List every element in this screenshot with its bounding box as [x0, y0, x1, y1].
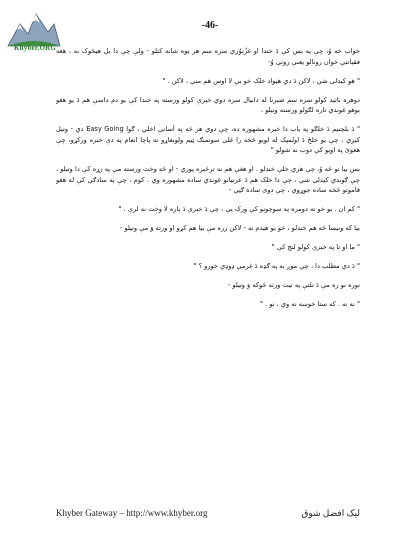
paragraph-1: خواب خه وُ، چې په بس کې دَ خندا او غزُبوُږي سره سم هر يوه شانه کتلو - ولې چې دا بل هيڅوک نه ، هغه فقياتتي خوان رونالو يعنې رونې وُ-: [56, 47, 360, 66]
footer-site-link[interactable]: Khyber Gateway – http://www.khyber.org: [56, 508, 208, 518]
paragraph-8: " ما او تا په خبرې کولو لنچ کې ": [271, 243, 360, 251]
paragraph-5: بس بيا نو څه وُ، چې هري خلې خندلو . او هغې هم نه ترڅيره پوري - او څه وخت ورسته مې په زړه کې دا وتيلو ، چې ګوندي کيدلی شي ، چې دا خلک هم دَ عربيانو غوندي ساده مشهوره وي . کوم ، چې په سادګي کې له هغو قاموتو څخه ساده جوړوي ، چې دوی ساده ګڼي -: [56, 165, 360, 194]
paragraph-7: بيا که ونيسا څه هم خندلو ، خو يو هيدم نه - لاکن زره مې بيا هم کړو او ورته وَ مې وتيلو -: [119, 224, 360, 232]
paragraph-10: نوره نو ره مې دَ تلتې په نيت ورته څوکه وَ وتيلو -: [227, 281, 360, 289]
paragraph-6: " کم ان . يو خو ته دومره په سوچونو کې ورک يې ، چې دَ خبرې دَ پاره لا وخت نه لرې . ": [118, 205, 360, 213]
paragraph-9: " دَ دي مطلب دا ، چې موږ به په ګډه دَ غرمې ډوډي خورو ؟ ": [193, 262, 360, 270]
page-number: -46-: [201, 20, 219, 31]
paragraph-2: " هو کيدلی شي ، لاکن دَ دي هيواد خلک خو بې لا اوس هم مني ، لاکن . ": [162, 76, 360, 85]
paragraph-11: " نه نه . که ستا خوښه نه وي ، نو . ": [260, 300, 360, 308]
footer-author: ليک افضل شوق: [301, 508, 360, 518]
page-footer: [56, 508, 360, 522]
logo-label: Khyber.ORG: [14, 44, 56, 52]
paragraph-4: " دَ بلچنيم دَ خلګو په باب دا خبره مشهوره ده، چې دوي هر څه په آساني اخلي ، ګوا Easy Going دي - وتيل کيږي ، چې يو خلځ دَ اولمپک له لوبو څخه را غلی سوتمنګ ټيم ولوبغاړو ته پاچا انعام په دې خبره ورکړو، چې هغوئ په اوبو کې دوب نه شولو ": [56, 125, 360, 154]
document-body: [56, 46, 360, 486]
paragraph-3: دوهره ناثيد کولو سره سم صبرنا له دانيال سره دوي خبرې کولو ورسته په خندا کې يو دم داسې هم دَ يو هغو بوهو غوندي تاره لګولو ورسته وتيلو ،: [56, 95, 360, 114]
